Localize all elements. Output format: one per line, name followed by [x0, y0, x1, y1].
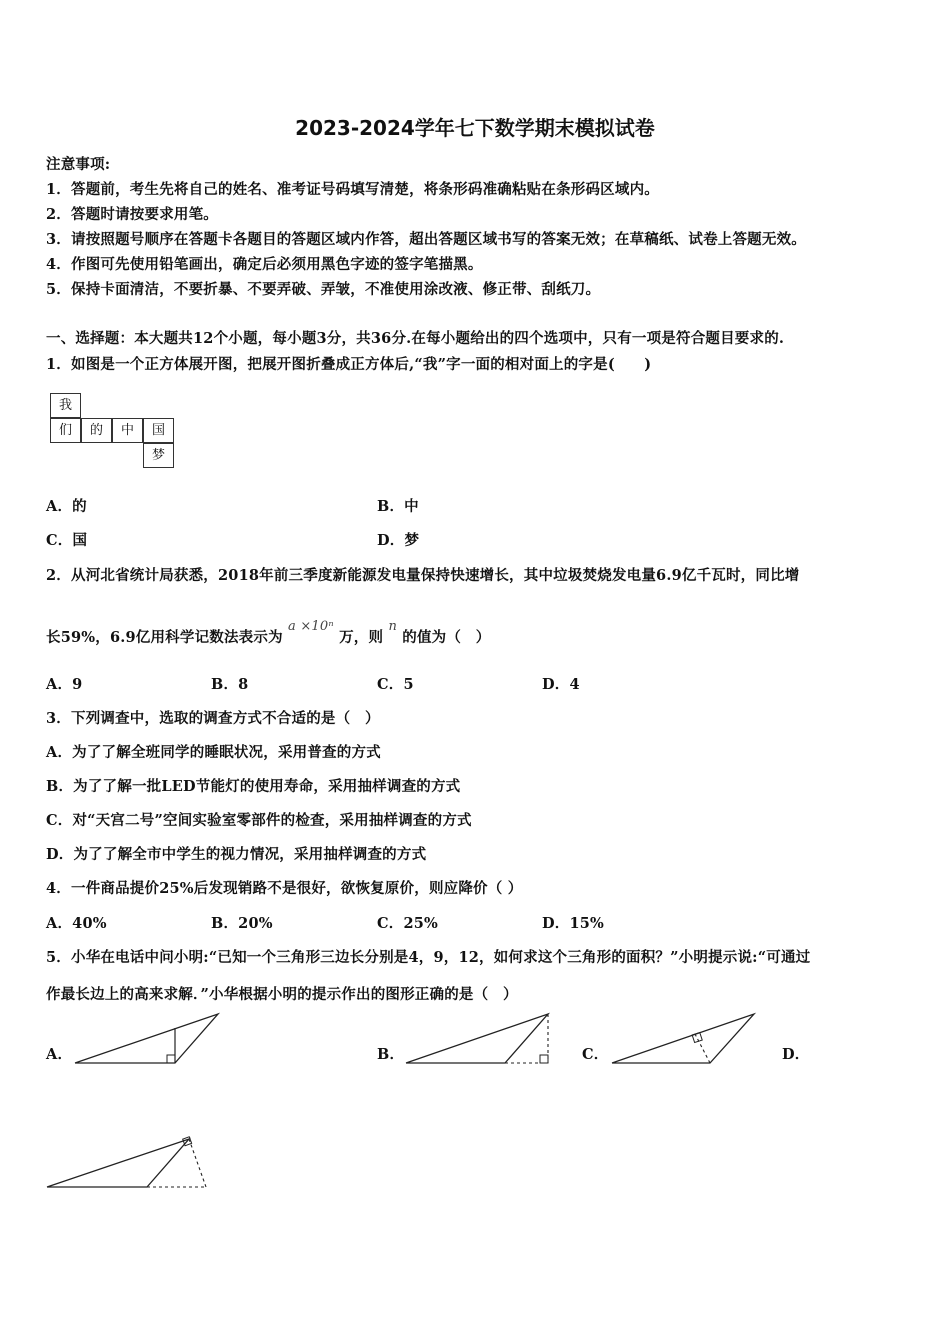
note-item-2: 2．答题时请按要求用笔。	[46, 206, 218, 223]
q2-stem-part-c: 的值为（ ）	[402, 629, 491, 646]
q5-figure-d	[44, 1134, 214, 1194]
q2-var-n: n	[388, 619, 398, 634]
cube-cell-de: 的	[81, 418, 112, 443]
page-title: 2023-2024学年七下数学期末模拟试卷	[295, 116, 655, 140]
q4-stem: 4．一件商品提价25%后发现销路不是很好，欲恢复原价，则应降价（ ）	[46, 880, 523, 897]
note-item-4: 4．作图可先使用铅笔画出，确定后必须用黑色字迹的签字笔描黑。	[46, 256, 483, 273]
note-item-5: 5．保持卡面清洁，不要折暴、不要弄破、弄皱，不准使用涂改液、修正带、刮纸刀。	[46, 281, 601, 298]
q2-stem-part-a: 长59%，6.9亿用科学记数法表示为	[46, 629, 283, 646]
q2-stem-part-b: 万，则	[339, 629, 384, 646]
q1-option-a[interactable]: A．的	[46, 498, 87, 515]
q2-stem-line2	[46, 619, 491, 647]
q5-stem-line2: 作最长边上的高来求解．”小华根据小明的提示作出的图形正确的是（ ）	[46, 986, 518, 1003]
notes-heading: 注意事项:	[46, 156, 111, 173]
q5-figure-c	[606, 1010, 761, 1070]
q2-option-b[interactable]: B．8	[211, 676, 249, 693]
q5-option-a-label[interactable]: A．	[46, 1046, 73, 1063]
q3-option-a[interactable]: A．为了了解全班同学的睡眠状况，采用普查的方式	[46, 744, 381, 761]
q4-option-b[interactable]: B．20%	[211, 915, 273, 932]
q2-option-d[interactable]: D．4	[542, 676, 580, 693]
q3-option-b[interactable]: B．为了了解一批LED节能灯的使用寿命，采用抽样调查的方式	[46, 778, 461, 795]
note-item-3: 3．请按照题号顺序在答题卡各题目的答题区域内作答，超出答题区域书写的答案无效；在草稿纸、试卷上答题无效。	[46, 231, 806, 248]
q2-option-c[interactable]: C．5	[377, 676, 414, 693]
q5-option-c-label[interactable]: C．	[582, 1046, 609, 1063]
q1-option-d[interactable]: D．梦	[377, 532, 420, 549]
q2-stem-line1: 2．从河北省统计局获悉，2018年前三季度新能源发电量保持快速增长，其中垃圾焚烧发电量6.9亿千瓦时，同比增	[46, 567, 800, 584]
cube-cell-wo: 我	[50, 393, 81, 418]
q5-figure-b	[402, 1010, 557, 1070]
q3-stem: 3．下列调查中，选取的调查方式不合适的是（ ）	[46, 710, 380, 727]
section-heading: 一、选择题：本大题共12个小题，每小题3分，共36分.在每小题给出的四个选项中，只有一项是符合题目要求的.	[46, 330, 785, 347]
q1-stem: 1．如图是一个正方体展开图，把展开图折叠成正方体后,“我”字一面的相对面上的字是( )	[46, 356, 652, 373]
q5-option-d-label[interactable]: D．	[782, 1046, 810, 1063]
q4-option-a[interactable]: A．40%	[46, 915, 107, 932]
q2-formula: a ×10ⁿ	[288, 619, 334, 634]
note-item-1: 1．答题前，考生先将自己的姓名、准考证号码填写清楚，将条形码准确粘贴在条形码区域内。	[46, 181, 659, 198]
q4-option-d[interactable]: D．15%	[542, 915, 605, 932]
q5-option-b-label[interactable]: B．	[377, 1046, 405, 1063]
q2-option-a[interactable]: A．9	[46, 676, 83, 693]
cube-cell-zhong: 中	[112, 418, 143, 443]
q1-option-b[interactable]: B．中	[377, 498, 419, 515]
cube-cell-guo: 国	[143, 418, 174, 443]
cube-cell-meng: 梦	[143, 443, 174, 468]
q5-figure-a	[70, 1010, 225, 1070]
q3-option-d[interactable]: D．为了了解全市中学生的视力情况，采用抽样调查的方式	[46, 846, 427, 863]
q4-option-c[interactable]: C．25%	[377, 915, 438, 932]
q5-stem-line1: 5．小华在电话中问小明:“已知一个三角形三边长分别是4，9，12，如何求这个三角形的面积？”小明提示说:“可通过	[46, 949, 811, 966]
q3-option-c[interactable]: C．对“天宫二号”空间实验室零部件的检查，采用抽样调查的方式	[46, 812, 472, 829]
cube-cell-men: 们	[50, 418, 81, 443]
q1-option-c[interactable]: C．国	[46, 532, 88, 549]
